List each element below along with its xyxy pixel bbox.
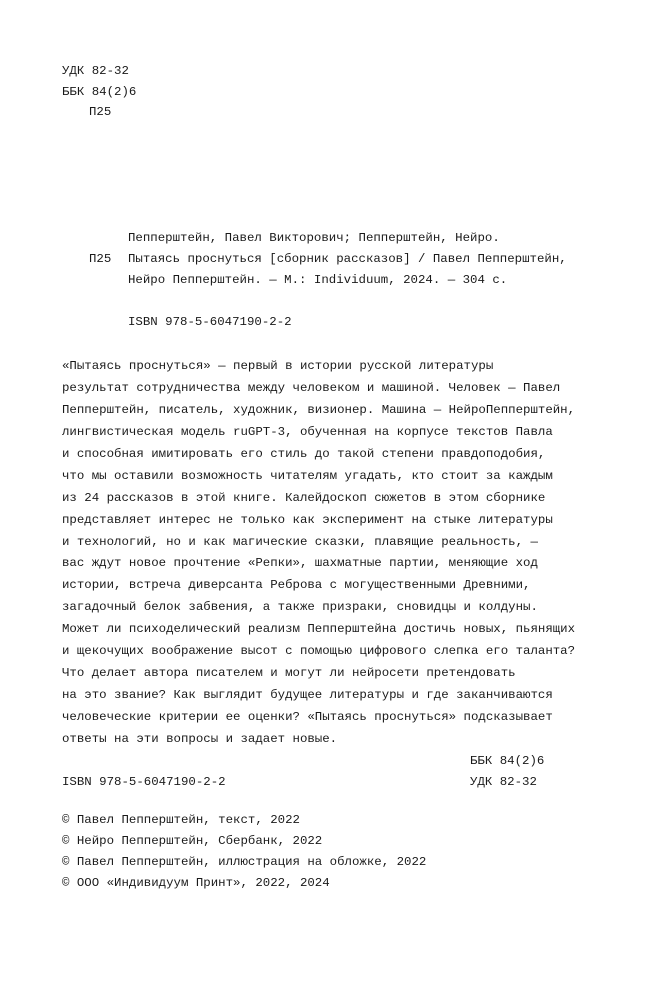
abstract-line: Что делает автора писателем и могут ли нейросети претендовать <box>62 666 516 681</box>
abstract-line: вас ждут новое прочтение «Репки», шахматные партии, меняющие ход <box>62 556 538 571</box>
biblio-isbn: ISBN 978-5-6047190-2-2 <box>128 315 292 329</box>
abstract-line: и технологий, но и как магические сказки, плавящие реальность, — <box>62 534 538 549</box>
author-mark: П25 <box>89 105 112 119</box>
abstract-line: Может ли психоделический реализм Пепперштейна достичь новых, пьянящих <box>62 622 576 637</box>
footer-udk-code: УДК 82-32 <box>470 775 537 789</box>
footer-bbk-code: ББК 84(2)6 <box>470 754 545 768</box>
abstract-line: истории, встреча диверсанта Реброва с могущественными Древними, <box>62 578 531 593</box>
footer-isbn: ISBN 978-5-6047190-2-2 <box>62 775 226 789</box>
abstract-line: представляет интерес не только как эксперимент на стыке литературы <box>62 512 553 527</box>
abstract-line: загадочный белок забвения, а также призраки, сновидцы и колдуны. <box>62 600 538 615</box>
biblio-author-mark: П25 <box>89 252 112 266</box>
abstract-line: Пепперштейн, писатель, художник, визионер. Машина — НейроПепперштейн, <box>62 402 576 417</box>
abstract-line: из 24 рассказов в этой книге. Калейдоскоп сюжетов в этом сборнике <box>62 490 546 505</box>
abstract-line: лингвистическая модель ruGPT-3, обученная на корпусе текстов Павла <box>62 424 553 439</box>
copyright-line: © ООО «Индивидуум Принт», 2022, 2024 <box>62 876 330 890</box>
abstract-line: что мы оставили возможность читателям угадать, кто стоит за каждым <box>62 468 553 483</box>
abstract-line: и способная имитировать его стиль до такой степени правдоподобия, <box>62 446 546 461</box>
udk-code: УДК 82-32 <box>62 64 129 78</box>
biblio-line-3: Нейро Пепперштейн. — М.: Individuum, 2024. — 304 с. <box>128 273 508 287</box>
biblio-line-1: Пепперштейн, Павел Викторович; Пепперштейн, Нейро. <box>128 231 500 245</box>
bbk-code: ББК 84(2)6 <box>62 85 137 99</box>
abstract-line: человеческие критерии ее оценки? «Пытаясь проснуться» подсказывает <box>62 710 553 724</box>
copyright-line: © Павел Пепперштейн, иллюстрация на обложке, 2022 <box>62 855 427 869</box>
abstract <box>62 356 602 751</box>
abstract-line: результат сотрудничества между человеком и машиной. Человек — Павел <box>62 380 561 395</box>
abstract-line: и щекочущих воображение высот с помощью цифрового слепка его таланта? <box>62 644 576 659</box>
copyright-line: © Павел Пепперштейн, текст, 2022 <box>62 813 300 827</box>
copyright-line: © Нейро Пепперштейн, Сбербанк, 2022 <box>62 834 323 848</box>
abstract-line: «Пытаясь проснуться» — первый в истории русской литературы <box>62 359 494 373</box>
abstract-line: на это звание? Как выглядит будущее литературы и где заканчиваются <box>62 688 553 703</box>
abstract-line: ответы на эти вопросы и задает новые. <box>62 731 338 746</box>
biblio-line-2: Пытаясь проснуться [сборник рассказов] / Павел Пепперштейн, <box>128 252 567 266</box>
